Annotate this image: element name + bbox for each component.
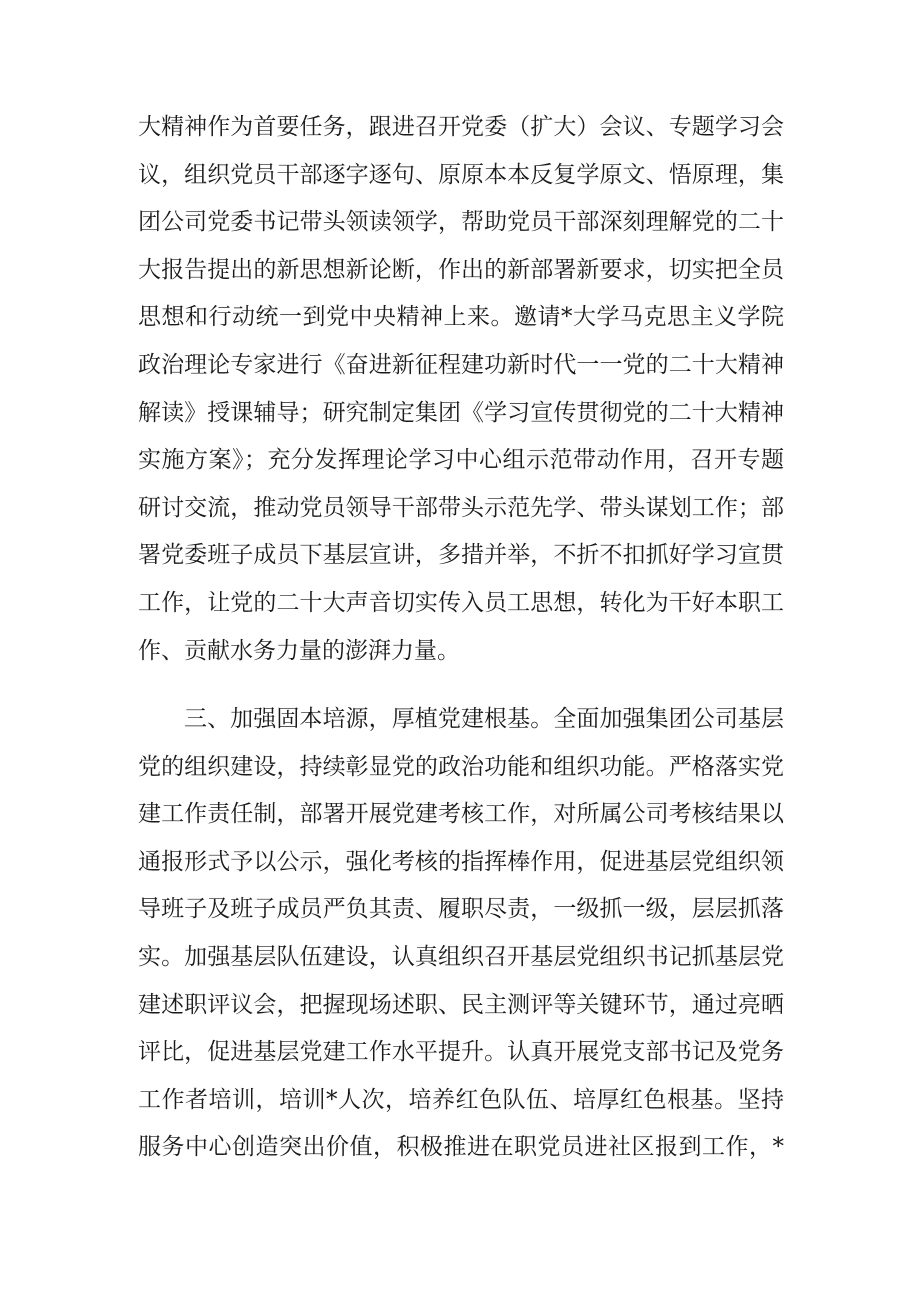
text-line: 实。加强基层队伍建设，认真组织召开基层党组织书记抓基层党 xyxy=(138,943,784,970)
text-line: 工作，让党的二十大声音切实传入员工思想，转化为干好本职工 xyxy=(138,589,784,616)
text-line: 署党委班子成员下基层宣讲，多措并举，不折不扣抓好学习宣贯 xyxy=(138,542,784,569)
text-line: 思想和行动统一到党中央精神上来。邀请*大学马克思主义学院 xyxy=(138,304,784,331)
text-line: 大精神作为首要任务，跟进召开党委（扩大）会议、专题学习会 xyxy=(138,114,784,140)
paragraph-section-three xyxy=(138,696,784,1172)
text-line-last: 作、贡献水务力量的澎湃力量。 xyxy=(138,637,460,664)
text-line: 评比，促进基层党建工作水平提升。认真开展党支部书记及党务 xyxy=(138,1039,784,1066)
text-line: 服务中心创造突出价值，积极推进在职党员进社区报到工作，* xyxy=(138,1134,784,1161)
text-line: 议，组织党员干部逐字逐句、原原本本反复学原文、悟原理，集 xyxy=(138,161,784,188)
text-line: 党的组织建设，持续彰显党的政治功能和组织功能。严格落实党 xyxy=(138,753,784,780)
paragraph-party-study xyxy=(138,104,784,675)
text-line: 团公司党委书记带头领读领学，帮助党员干部深刻理解党的二十 xyxy=(138,209,784,236)
text-line: 建工作责任制，部署开展党建考核工作，对所属公司考核结果以 xyxy=(138,801,784,828)
text-line: 实施方案》；充分发挥理论学习中心组示范带动作用，召开专题 xyxy=(138,447,784,474)
section-heading-line: 三、加强固本培源，厚植党建根基。全面加强集团公司基层 xyxy=(184,706,784,732)
text-line: 建述职评议会，把握现场述职、民主测评等关键环节，通过亮晒 xyxy=(138,991,784,1018)
text-line: 大报告提出的新思想新论断，作出的新部署新要求，切实把全员 xyxy=(138,256,784,283)
text-line: 研讨交流，推动党员领导干部带头示范先学、带头谋划工作；部 xyxy=(138,494,784,521)
text-line: 工作者培训，培训*人次，培养红色队伍、培厚红色根基。坚持 xyxy=(138,1086,784,1113)
text-line: 导班子及班子成员严负其责、履职尽责，一级抓一级，层层抓落 xyxy=(138,896,784,923)
text-line: 解读》授课辅导；研究制定集团《学习宣传贯彻党的二十大精神 xyxy=(138,399,784,426)
text-line: 政治理论专家进行《奋进新征程建功新时代一一党的二十大精神 xyxy=(138,351,784,378)
text-line: 通报形式予以公示，强化考核的指挥棒作用，促进基层党组织领 xyxy=(138,848,784,875)
